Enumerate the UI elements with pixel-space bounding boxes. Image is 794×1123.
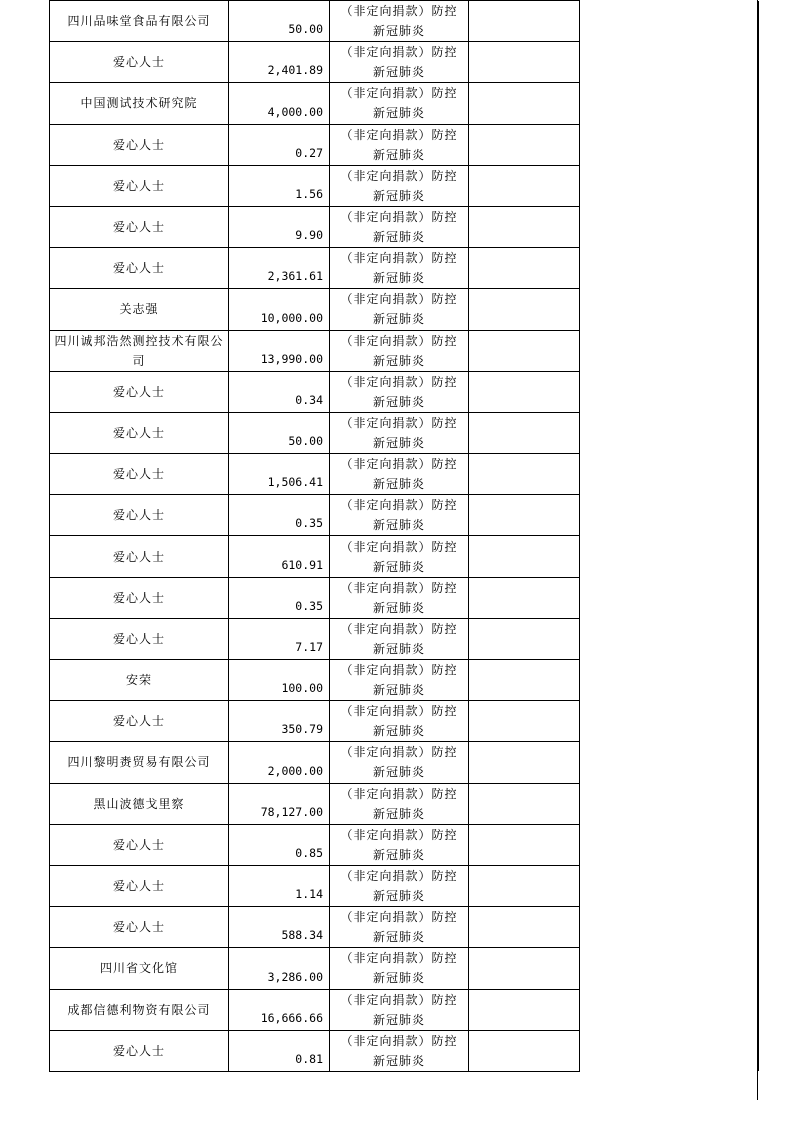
empty-cell [469,824,580,865]
blank-column-cell [580,371,759,412]
table-row [50,330,759,371]
amount-cell: 350.79 [229,701,330,742]
table-row [50,989,759,1030]
amount-cell: 2,401.89 [229,42,330,83]
amount-cell: 50.00 [229,1,330,42]
table-row [50,165,759,206]
table-row [50,495,759,536]
donor-name-cell: 爱心人士 [50,42,229,83]
purpose-cell: （非定向捐款）防控新冠肺炎 [330,412,469,453]
donor-name-cell: 爱心人士 [50,618,229,659]
blank-column-cell [580,1,759,42]
amount-cell: 0.27 [229,124,330,165]
donor-name-cell: 爱心人士 [50,1030,229,1071]
blank-column-cell [580,742,759,783]
purpose-cell: （非定向捐款）防控新冠肺炎 [330,1,469,42]
donor-name-cell: 关志强 [50,289,229,330]
empty-cell [469,124,580,165]
blank-column-cell [580,618,759,659]
donor-name-cell: 爱心人士 [50,495,229,536]
table-row [50,618,759,659]
donor-name-cell: 爱心人士 [50,536,229,577]
purpose-cell: （非定向捐款）防控新冠肺炎 [330,83,469,124]
table-row [50,948,759,989]
empty-cell [469,660,580,701]
empty-cell [469,701,580,742]
empty-cell [469,783,580,824]
empty-cell [469,865,580,906]
amount-cell: 610.91 [229,536,330,577]
donation-table [49,0,759,1072]
table-row [50,907,759,948]
purpose-cell: （非定向捐款）防控新冠肺炎 [330,124,469,165]
purpose-cell: （非定向捐款）防控新冠肺炎 [330,206,469,247]
empty-cell [469,248,580,289]
purpose-cell: （非定向捐款）防控新冠肺炎 [330,42,469,83]
purpose-cell: （非定向捐款）防控新冠肺炎 [330,948,469,989]
blank-column-cell [580,412,759,453]
empty-cell [469,495,580,536]
empty-cell [469,618,580,659]
blank-column-cell [580,206,759,247]
blank-column-cell [580,989,759,1030]
purpose-cell: （非定向捐款）防控新冠肺炎 [330,701,469,742]
amount-cell: 3,286.00 [229,948,330,989]
amount-cell: 0.85 [229,824,330,865]
amount-cell: 4,000.00 [229,83,330,124]
table-row [50,865,759,906]
blank-column-cell [580,330,759,371]
table-row [50,1,759,42]
donor-name-cell: 爱心人士 [50,907,229,948]
amount-cell: 2,000.00 [229,742,330,783]
donor-name-cell: 四川省文化馆 [50,948,229,989]
blank-column-cell [580,907,759,948]
donor-name-cell: 爱心人士 [50,165,229,206]
donor-name-cell: 爱心人士 [50,577,229,618]
empty-cell [469,989,580,1030]
table-row [50,536,759,577]
amount-cell: 16,666.66 [229,989,330,1030]
amount-cell: 50.00 [229,412,330,453]
donor-name-cell: 成都信德利物资有限公司 [50,989,229,1030]
empty-cell [469,948,580,989]
blank-column-cell [580,536,759,577]
donor-name-cell: 爱心人士 [50,248,229,289]
purpose-cell: （非定向捐款）防控新冠肺炎 [330,824,469,865]
empty-cell [469,412,580,453]
empty-cell [469,1030,580,1071]
empty-cell [469,330,580,371]
purpose-cell: （非定向捐款）防控新冠肺炎 [330,783,469,824]
page-right-rule [757,0,758,1100]
donor-name-cell: 安荣 [50,660,229,701]
donor-name-cell: 中国测试技术研究院 [50,83,229,124]
empty-cell [469,42,580,83]
empty-cell [469,83,580,124]
donor-name-cell: 爱心人士 [50,371,229,412]
amount-cell: 78,127.00 [229,783,330,824]
empty-cell [469,1,580,42]
table-row [50,206,759,247]
table-row [50,289,759,330]
table-row [50,660,759,701]
amount-cell: 7.17 [229,618,330,659]
purpose-cell: （非定向捐款）防控新冠肺炎 [330,989,469,1030]
purpose-cell: （非定向捐款）防控新冠肺炎 [330,165,469,206]
donor-name-cell: 爱心人士 [50,412,229,453]
purpose-cell: （非定向捐款）防控新冠肺炎 [330,742,469,783]
empty-cell [469,165,580,206]
purpose-cell: （非定向捐款）防控新冠肺炎 [330,536,469,577]
blank-column-cell [580,289,759,330]
donor-name-cell: 黑山波德戈里察 [50,783,229,824]
table-row [50,124,759,165]
donation-table-body [50,1,759,1072]
purpose-cell: （非定向捐款）防控新冠肺炎 [330,865,469,906]
blank-column-cell [580,83,759,124]
donor-name-cell: 爱心人士 [50,824,229,865]
purpose-cell: （非定向捐款）防控新冠肺炎 [330,907,469,948]
table-row [50,248,759,289]
amount-cell: 100.00 [229,660,330,701]
donor-name-cell: 爱心人士 [50,701,229,742]
amount-cell: 9.90 [229,206,330,247]
table-row [50,742,759,783]
purpose-cell: （非定向捐款）防控新冠肺炎 [330,330,469,371]
empty-cell [469,371,580,412]
amount-cell: 10,000.00 [229,289,330,330]
blank-column-cell [580,948,759,989]
purpose-cell: （非定向捐款）防控新冠肺炎 [330,454,469,495]
empty-cell [469,206,580,247]
donor-name-cell: 四川品味堂食品有限公司 [50,1,229,42]
donor-name-cell: 爱心人士 [50,865,229,906]
empty-cell [469,536,580,577]
donor-name-cell: 爱心人士 [50,454,229,495]
donor-name-cell: 爱心人士 [50,206,229,247]
purpose-cell: （非定向捐款）防控新冠肺炎 [330,371,469,412]
empty-cell [469,742,580,783]
table-row [50,371,759,412]
table-row [50,412,759,453]
empty-cell [469,289,580,330]
donor-name-cell: 四川黎明赉贸易有限公司 [50,742,229,783]
amount-cell: 1.14 [229,865,330,906]
purpose-cell: （非定向捐款）防控新冠肺炎 [330,660,469,701]
blank-column-cell [580,454,759,495]
purpose-cell: （非定向捐款）防控新冠肺炎 [330,289,469,330]
amount-cell: 0.34 [229,371,330,412]
donor-name-cell: 四川诚邦浩然测控技术有限公司 [50,330,229,371]
amount-cell: 0.35 [229,495,330,536]
blank-column-cell [580,824,759,865]
amount-cell: 1,506.41 [229,454,330,495]
blank-column-cell [580,577,759,618]
blank-column-cell [580,865,759,906]
purpose-cell: （非定向捐款）防控新冠肺炎 [330,248,469,289]
purpose-cell: （非定向捐款）防控新冠肺炎 [330,618,469,659]
purpose-cell: （非定向捐款）防控新冠肺炎 [330,495,469,536]
empty-cell [469,577,580,618]
donor-name-cell: 爱心人士 [50,124,229,165]
table-row [50,1030,759,1071]
blank-column-cell [580,124,759,165]
table-row [50,701,759,742]
blank-column-cell [580,495,759,536]
table-row [50,783,759,824]
blank-column-cell [580,165,759,206]
blank-column-cell [580,783,759,824]
amount-cell: 1.56 [229,165,330,206]
blank-column-cell [580,42,759,83]
blank-column-cell [580,248,759,289]
blank-column-cell [580,701,759,742]
blank-column-cell [580,660,759,701]
amount-cell: 2,361.61 [229,248,330,289]
amount-cell: 13,990.00 [229,330,330,371]
table-row [50,577,759,618]
empty-cell [469,907,580,948]
table-row [50,83,759,124]
purpose-cell: （非定向捐款）防控新冠肺炎 [330,1030,469,1071]
amount-cell: 588.34 [229,907,330,948]
blank-column-cell [580,1030,759,1071]
purpose-cell: （非定向捐款）防控新冠肺炎 [330,577,469,618]
table-row [50,824,759,865]
amount-cell: 0.35 [229,577,330,618]
table-row [50,42,759,83]
empty-cell [469,454,580,495]
amount-cell: 0.81 [229,1030,330,1071]
table-row [50,454,759,495]
